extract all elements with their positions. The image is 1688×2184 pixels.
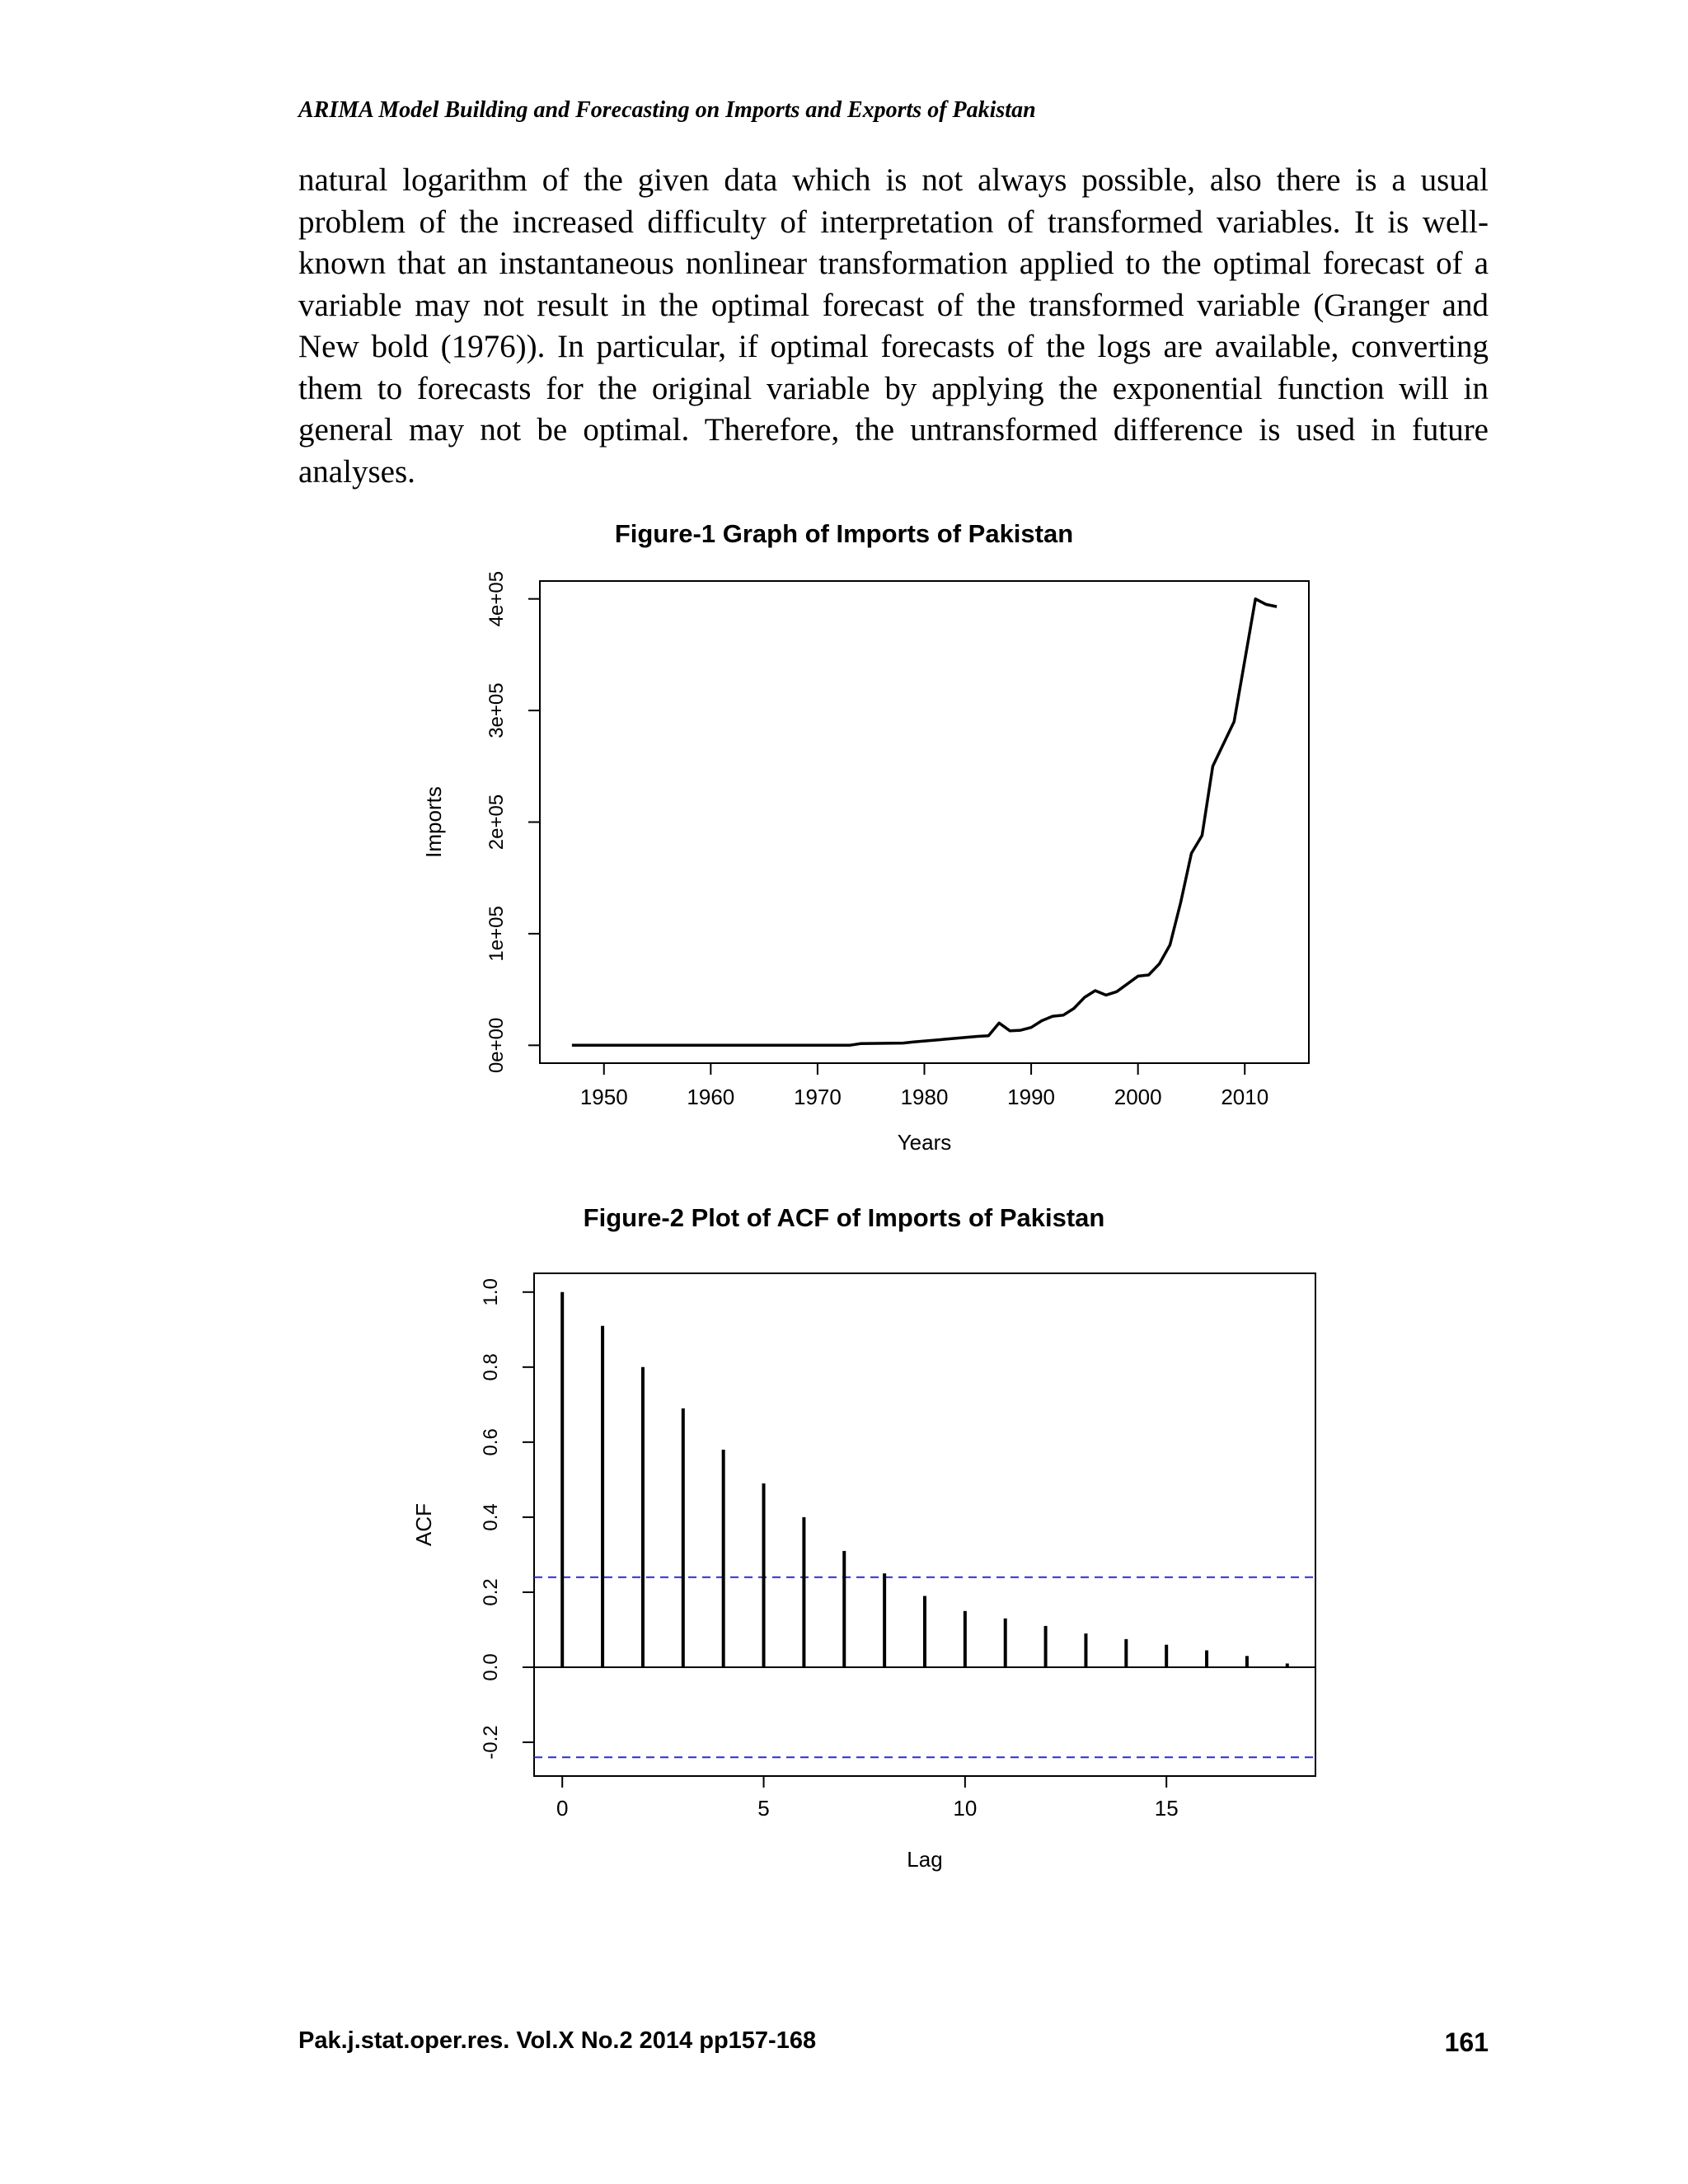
- y-tick-label: 0.2: [480, 1578, 502, 1606]
- y-tick-label: 0.4: [480, 1503, 502, 1531]
- y-axis-label: Imports: [421, 786, 446, 858]
- y-tick-label: 2e+05: [485, 794, 508, 851]
- y-tick-label: 0.8: [480, 1353, 502, 1381]
- x-axis-label: Lag: [907, 1847, 943, 1872]
- x-tick-label: 2010: [1221, 1085, 1269, 1109]
- imports-series-line: [572, 599, 1277, 1046]
- x-tick-label: 5: [757, 1796, 770, 1821]
- figure-2-title: Figure-2 Plot of ACF of Imports of Pakistan: [583, 1203, 1105, 1232]
- imports-line-chart: [0, 552, 1688, 1195]
- body-paragraph: natural logarithm of the given data which is not always possible, also there is a usual problem of the increased difficulty of interpretation of transformed variables. It is well-known that an instantaneous nonlinear transformation applied to the optimal forecast of a variable may not result in the optimal forecast of the transformed variable (Granger and New bold (1976)). In particular, if optimal forecasts of the logs are available, converting them to forecasts for the original variable by applying the exponential function will in general may not be optimal. Therefore, the untransformed difference is used in future analyses.: [298, 162, 1489, 490]
- x-axis-label: Years: [897, 1130, 952, 1155]
- x-tick-label: 0: [556, 1796, 569, 1821]
- figure-1-title: Figure-1 Graph of Imports of Pakistan: [614, 519, 1074, 548]
- running-head: ARIMA Model Building and Forecasting on Imports and Exports of Pakistan: [298, 97, 1036, 123]
- y-tick-label: 1e+05: [485, 906, 508, 962]
- x-tick-label: 1950: [579, 1085, 628, 1109]
- plot-frame: [534, 1273, 1315, 1776]
- page-number: 161: [1444, 2027, 1489, 2057]
- y-tick-label: 0.0: [480, 1653, 502, 1681]
- y-axis-label: ACF: [411, 1503, 436, 1546]
- x-tick-label: 2000: [1114, 1085, 1162, 1109]
- acf-chart: [0, 1236, 1688, 1912]
- x-tick-label: 1980: [900, 1085, 949, 1109]
- x-tick-label: 1970: [793, 1085, 842, 1109]
- x-tick-label: 10: [953, 1796, 978, 1821]
- footer-journal: Pak.j.stat.oper.res. Vol.X No.2 2014 pp157-168: [298, 2027, 817, 2054]
- y-tick-label: -0.2: [480, 1725, 502, 1760]
- x-tick-label: 1960: [687, 1085, 735, 1109]
- y-tick-label: 0.6: [480, 1428, 502, 1456]
- y-tick-label: 3e+05: [485, 682, 508, 738]
- x-tick-label: 15: [1154, 1796, 1179, 1821]
- plot-frame: [540, 581, 1309, 1063]
- y-tick-label: 4e+05: [485, 570, 508, 627]
- y-tick-label: 1.0: [480, 1278, 502, 1306]
- x-tick-label: 1990: [1007, 1085, 1056, 1109]
- y-tick-label: 0e+00: [485, 1017, 508, 1074]
